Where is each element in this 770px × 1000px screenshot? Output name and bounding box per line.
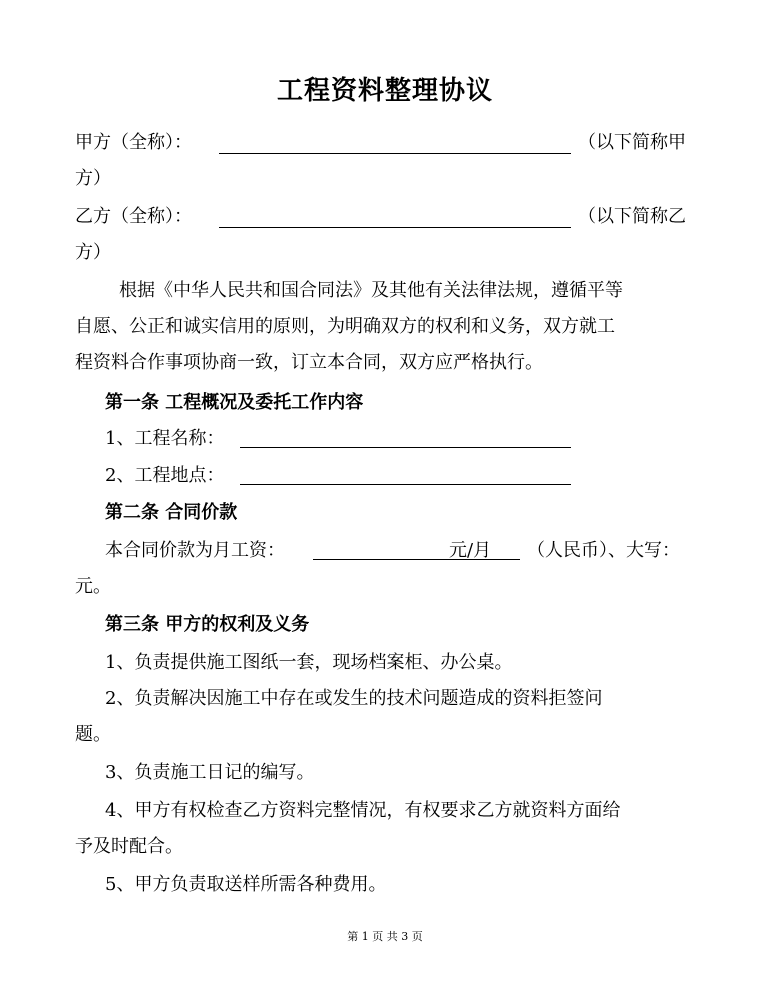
project-location-blank[interactable] (240, 484, 571, 485)
article-3-heading: 第三条 甲方的权利及义务 (105, 614, 310, 635)
price-suffix: （人民币）、大写： (527, 540, 680, 561)
list-item: 3、负责施工日记的编写。 (105, 762, 315, 783)
price-prefix: 本合同价款为月工资： (105, 540, 285, 561)
party-a-alias-wrap: 方） (75, 168, 111, 189)
list-item: 5、甲方负责取送样所需各种费用。 (105, 874, 387, 895)
price-wrap: 元。 (75, 576, 111, 597)
price-unit: 元/月 (449, 540, 492, 561)
article-2-heading: 第二条 合同价款 (105, 502, 238, 523)
party-b-label: 乙方（全称）： (75, 206, 192, 227)
article-1-heading: 第一条 工程概况及委托工作内容 (105, 392, 364, 413)
project-location-label: 2、工程地点： (105, 465, 225, 486)
list-item: 4、甲方有权检查乙方资料完整情况，有权要求乙方就资料方面给 (105, 800, 621, 821)
party-b-alias-wrap: 方） (75, 242, 111, 263)
document-title: 工程资料整理协议 (276, 76, 493, 106)
page-number: 第 1 页 共 3 页 (347, 930, 423, 943)
project-name-blank[interactable] (240, 447, 571, 448)
list-item-wrap: 予及时配合。 (75, 836, 183, 857)
project-name-label: 1、工程名称： (105, 428, 225, 449)
preamble-line: 程资料合作事项协商一致，订立本合同，双方应严格执行。 (75, 352, 543, 373)
party-b-name-blank[interactable] (219, 227, 571, 228)
list-item: 1、负责提供施工图纸一套，现场档案柜、办公桌。 (105, 652, 513, 673)
preamble-line: 自愿、公正和诚实信用的原则，为明确双方的权利和义务，双方就工 (75, 316, 615, 337)
list-item-wrap: 题。 (75, 724, 111, 745)
party-b-alias: （以下简称乙 (578, 206, 686, 227)
party-a-label: 甲方（全称）： (75, 132, 192, 153)
party-a-name-blank[interactable] (219, 153, 571, 154)
party-a-alias: （以下简称甲 (578, 132, 686, 153)
preamble-line: 根据《中华人民共和国合同法》及其他有关法律法规，遵循平等 (119, 280, 623, 301)
list-item: 2、负责解决因施工中存在或发生的技术问题造成的资料拒签问 (105, 688, 603, 709)
